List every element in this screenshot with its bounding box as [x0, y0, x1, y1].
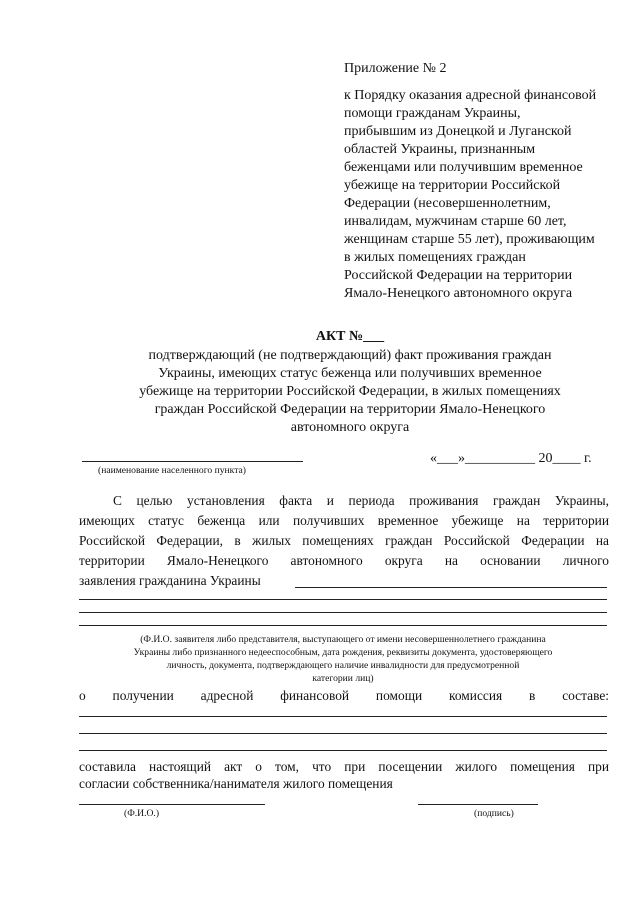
act-subtitle-line: автономного округа: [290, 420, 410, 435]
body-line: Российской Федерации, в жилых помещениях граждан Российской Федерации на: [79, 533, 609, 548]
appendix-line: инвалидам, мужчинам старше 60 лет,: [344, 214, 567, 229]
appendix-line: помощи гражданам Украины,: [344, 106, 521, 121]
commission-field[interactable]: [79, 733, 607, 734]
appendix-line: прибывшим из Донецкой и Луганской: [344, 124, 572, 139]
signature-field[interactable]: [418, 804, 538, 805]
commission-field[interactable]: [79, 750, 607, 751]
applicant-caption-line: Украины либо признанного недееспособным, дата рождения, реквизиты документа, удостоверяющего: [133, 647, 553, 658]
act-title: АКТ №___: [315, 329, 385, 344]
appendix-line: Федерации (несовершеннолетним,: [344, 196, 551, 211]
act-subtitle-line: убежище на территории Российской Федерации, в жилых помещениях: [139, 384, 561, 399]
appendix-line: областей Украины, признанным: [344, 142, 536, 157]
applicant-field[interactable]: [295, 587, 607, 588]
visit-line: согласии собственника/нанимателя жилого помещения: [79, 776, 393, 791]
body-line: имеющих статус беженца или получивших временное убежище на территории: [79, 513, 609, 528]
appendix-line: к Порядку оказания адресной финансовой: [344, 88, 597, 103]
appendix-line: женщинам старше 55 лет), проживающим: [344, 232, 595, 247]
appendix-line: убежище на территории Российской: [344, 178, 561, 193]
applicant-field[interactable]: [79, 612, 607, 613]
commission-field[interactable]: [79, 716, 607, 717]
appendix-title: Приложение № 2: [344, 61, 447, 76]
applicant-field[interactable]: [79, 625, 607, 626]
applicant-field[interactable]: [79, 599, 607, 600]
signature-caption: (подпись): [474, 808, 514, 819]
place-name-caption: (наименование населенного пункта): [98, 465, 246, 476]
commission-line: о получении адресной финансовой помощи комиссия в составе:: [79, 688, 609, 703]
visit-line: составила настоящий акт о том, что при посещении жилого помещения при: [79, 759, 609, 774]
appendix-line: Ямало-Ненецкого автономного округа: [344, 286, 573, 301]
place-name-field[interactable]: [82, 461, 303, 462]
applicant-caption-line: личность, документа, подтверждающего наличие инвалидности для предусмотренной: [166, 660, 520, 671]
appendix-line: в жилых помещениях граждан: [344, 250, 526, 265]
applicant-caption-line: категории лиц): [312, 673, 374, 684]
applicant-caption-line: (Ф.И.О. заявителя либо представителя, выступающего от имени несовершеннолетнего гражданина: [140, 634, 546, 645]
act-subtitle-line: граждан Российской Федерации на территории Ямало-Ненецкого: [154, 402, 546, 417]
act-subtitle-line: подтверждающий (не подтверждающий) факт проживания граждан: [148, 348, 552, 363]
fio-field[interactable]: [79, 804, 265, 805]
body-line: заявления гражданина Украины: [79, 573, 261, 588]
act-subtitle-line: Украины, имеющих статус беженца или получивших временное: [158, 366, 542, 381]
body-line: территории Ямало-Ненецкого автономного округа на основании личного: [79, 553, 609, 568]
act-date: «___»__________ 20____ г.: [430, 451, 592, 466]
fio-caption: (Ф.И.О.): [124, 808, 160, 819]
appendix-line: Российской Федерации на территории: [344, 268, 573, 283]
body-line: С целью установления факта и периода проживания граждан Украины,: [113, 493, 609, 508]
appendix-line: беженцами или получившим временное: [344, 160, 583, 175]
